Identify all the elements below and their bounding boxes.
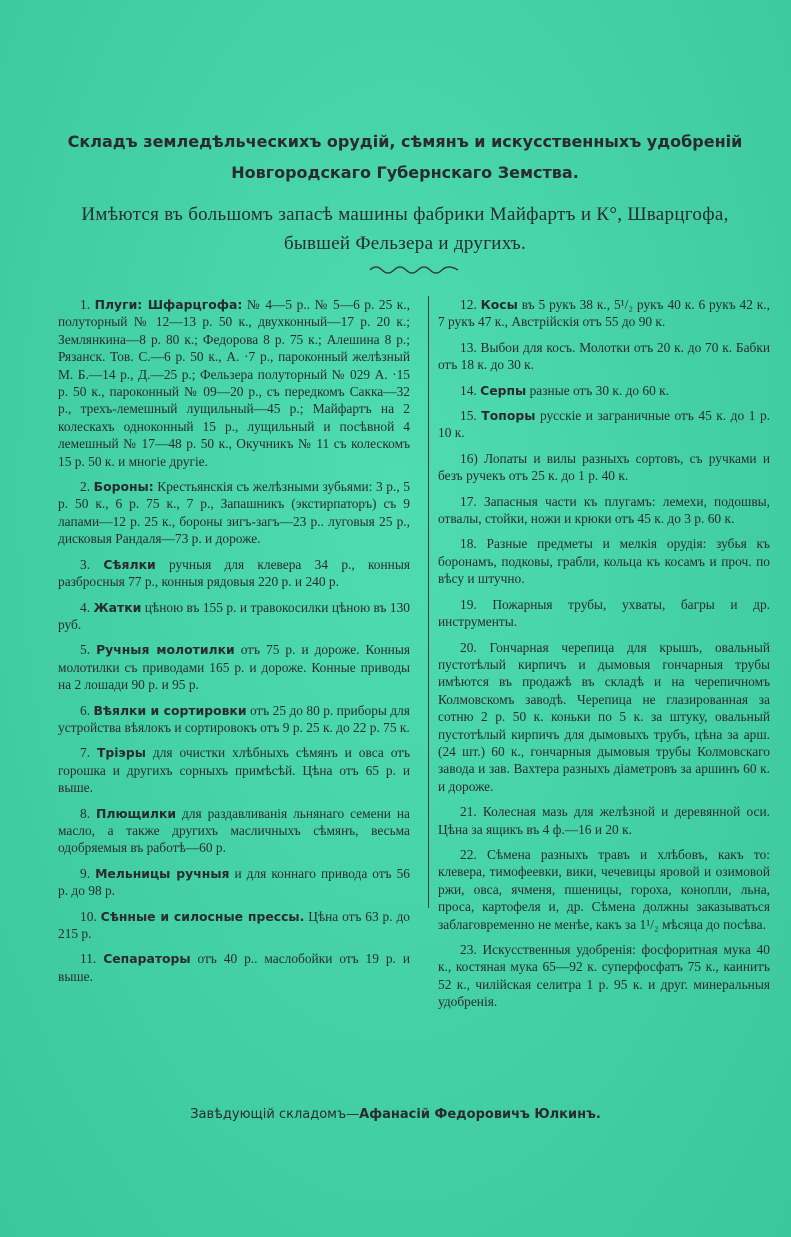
item-text: ручныя для клевера 34 р., конныя разбросныя 77 р., конныя рядовыя 220 р. и 240 р.: [58, 556, 410, 590]
item-number: 19.: [460, 596, 477, 612]
list-item: [438, 846, 770, 933]
signature-name: Афанасій Федоровичъ Юлкинъ.: [359, 1107, 601, 1122]
item-text: Цѣна отъ 63 р. до 215 р.: [58, 908, 410, 941]
column-divider: [428, 296, 429, 908]
list-item: [58, 556, 410, 591]
item-number: 13.: [460, 339, 477, 355]
item-heading: Топоры: [481, 408, 536, 424]
item-number: 8.: [80, 805, 91, 821]
item-number: 17.: [460, 493, 477, 509]
item-text: № 4—5 р.. № 5—6 р. 25 к., полуторный № 12—13 р. 50 к., двухконный—17 р. 20 к.; Землянкина—8 р. 80 к.; Федорова 8 р. 75 к.; Алешина 8 р.; Рязанск. Тов. С.—6 р. 50 к., А. ·7 р., пароконный желѣзный М. Б.—14 р., Д.—25 р.; Фельзера полуторный № 029 А. ·15 р. 50 к., пароконный № 09—20 р., съ передкомъ Сакка—32 р., трехъ-лемешный лущильный—45 р.; Майфартъ на 2 колескахъ одноконный 15 р., лущильный и посѣвной 4 лемешный № 17—48 р. 50 к., Окучникъ № 11 съ колескомъ 15 р. 50 к. и многіе другіе.: [58, 297, 410, 469]
item-heading: Серпы: [480, 382, 527, 398]
item-text: для раздавливанія льнянаго семени на масло, а также другихъ масличныхъ сѣмянъ, весьма одобряемыя въ работѣ—60 р.: [58, 805, 410, 856]
item-text: отъ 40 р.. маслобойки отъ 19 р. и выше.: [58, 951, 410, 984]
list-item: [438, 535, 770, 587]
list-item: [58, 865, 410, 900]
item-text: отъ 25 до 80 р. приборы для устройства вѣялокъ и сортировокъ отъ 9 р. 25 к. до 22 р. 75 к.: [58, 702, 410, 735]
item-number: 2.: [80, 479, 91, 495]
list-item: [438, 941, 770, 1011]
item-heading: Вѣялки и сортировки: [93, 702, 247, 718]
item-number: 5.: [80, 642, 91, 658]
list-item: [58, 950, 410, 985]
item-number: 10.: [80, 908, 97, 924]
list-item: [438, 803, 770, 838]
item-text: Разные предметы и мелкія орудія: зубья къ боронамъ, подковы, грабли, кольца къ косамъ и проч. по вѣсу и штучно.: [438, 536, 770, 587]
item-heading: Бороны:: [93, 479, 154, 495]
list-item: [58, 908, 410, 943]
signature-prefix: Завѣдующій складомъ—: [190, 1107, 360, 1122]
item-text: отъ 75 р. и дороже. Конныя молотилки съ приводами 165 р. и дороже. Конные приводы на 2 лошади 90 р. и 95 р.: [58, 642, 410, 693]
item-number: 15.: [460, 408, 477, 424]
list-item: [438, 407, 770, 442]
list-item: [438, 296, 770, 331]
item-text: русскіе и заграничные отъ 45 к. до 1 р. 10 к.: [438, 408, 770, 441]
list-item: [58, 599, 410, 634]
list-item: [58, 478, 410, 548]
list-item: [58, 296, 410, 470]
item-text: Выбои для косъ. Молотки отъ 20 к. до 70 к. Бабки отъ 18 к. до 30 к.: [438, 339, 770, 373]
list-item: [58, 641, 410, 693]
item-heading: Сепараторы: [103, 951, 191, 967]
item-text: въ 5 рукъ 38 к., 5¹/₂ рукъ 40 к. 6 рукъ 42 к., 7 рукъ 47 к., Австрійскія отъ 55 до 90 к.: [438, 297, 771, 330]
item-number: 12.: [460, 297, 477, 312]
item-heading: Сѣялки: [103, 556, 156, 572]
item-number: 21.: [460, 804, 477, 820]
item-text: Запасныя части къ плугамъ: лемехи, подошвы, отвалы, стойки, ножи и крюки отъ 45 к. до 3 р. 60 к.: [438, 493, 770, 527]
item-text: и для коннаго привода отъ 56 р. до 98 р.: [58, 865, 410, 899]
item-number: 18.: [460, 536, 477, 552]
item-number: 20.: [460, 639, 477, 655]
item-number: 14.: [460, 382, 477, 398]
left-column: [58, 296, 410, 993]
item-text: Искусственныя удобренія: фосфоритная мука 40 к., костяная мука 65—92 к. суперфосфатъ 75 к., каинитъ 52 к., чилійская селитра 1 р. 95 к. и друг. минеральныя удобренія.: [438, 942, 770, 1010]
list-item: [58, 805, 410, 857]
item-heading: Плющилки: [96, 805, 177, 821]
list-item: [438, 339, 770, 374]
item-text: Сѣмена разныхъ травъ и хлѣбовъ, какъ то: клевера, тимофеевки, вики, чечевицы яровой и озимовой ржи, овса, ячменя, пшеницы, гороха, конопли, льна, проса, картофеля и, др. Сѣмена должны заказываться заблаговременно не менѣе, какъ за 1¹/₂ мѣсяца до посѣва.: [438, 846, 770, 932]
item-number: 22.: [460, 846, 477, 862]
list-item: [438, 450, 770, 485]
item-heading: Плуги: Шфарцгофа:: [94, 297, 243, 312]
item-number: 7.: [80, 745, 91, 761]
list-item: [438, 596, 770, 631]
item-heading: Жатки: [93, 599, 142, 615]
item-heading: Косы: [480, 297, 518, 312]
item-number: 11.: [80, 951, 97, 967]
item-number: 23.: [460, 942, 477, 957]
item-text: Пожарныя трубы, ухваты, багры и др. инструменты.: [438, 596, 770, 630]
item-text: Лопаты и вилы разныхъ сортовъ, съ ручками и безъ ручекъ отъ 25 к. до 1 р. 40 к.: [438, 450, 770, 484]
item-number: 1.: [80, 297, 91, 312]
item-number: 16): [460, 450, 478, 466]
item-number: 4.: [80, 599, 91, 615]
list-item: [438, 382, 770, 399]
list-item: [58, 744, 410, 796]
right-column: [438, 296, 770, 1019]
item-number: 9.: [80, 865, 91, 881]
item-text: Гончарная черепица для крышъ, овальный пустотѣлый кирпичъ и дымовыя гончарныя трубы имѣются въ продажѣ въ складѣ и на черепичномъ Колмовскомъ заводѣ. Черепица не глазированная за сотню 2 р. 50 к. коньки по 5 к. за штуку, овальный пустотѣлый кирпичъ для дымовыхъ трубъ, цѣна за арш. (24 шт.) 60 к., гончарныя дымовыя трубы Колмовскаго завода и зав. Вахтера разныхъ діаметровъ за аршинъ 60 к. и дороже.: [438, 639, 770, 794]
item-text: Крестьянскія съ желѣзными зубьями: 3 р., 5 р. 50 к., 6 р. 75 к., 7 р., Запашникъ (экстирпаторъ) съ 9 лапами—12 р. 25 к., бороны зигъ-загъ—23 р.. луговыя 25 р., дисковыя Рандаля—73 р. и дороже.: [58, 479, 410, 547]
list-item: [438, 639, 770, 796]
signature-line: [0, 1107, 791, 1122]
item-heading: Мельницы ручныя: [95, 865, 230, 881]
item-number: 3.: [80, 556, 91, 572]
page-subtitle: Имѣются въ большомъ запасѣ машины фабрики Майфартъ и К°, Шварцгофа, бывшей Фельзера и другихъ.: [81, 204, 729, 254]
page-title: Складъ земледѣльческихъ орудій, сѣмянъ и искусственныхъ удобреній Новгородскаго Губернскаго Земства.: [67, 132, 743, 182]
item-heading: Сѣнные и силосные прессы.: [100, 908, 305, 924]
item-text: разные отъ 30 к. до 60 к.: [529, 382, 670, 398]
list-item: [438, 493, 770, 528]
list-item: [58, 702, 410, 737]
item-text: для очистки хлѣбныхъ сѣмянъ и овса отъ горошка и другихъ сорныхъ примѣсѣй. Цѣна отъ 65 р. и выше.: [58, 745, 410, 796]
ornament-divider: [368, 262, 460, 276]
item-heading: Ручныя молотилки: [96, 642, 235, 658]
item-number: 6.: [80, 702, 91, 718]
item-text: цѣною въ 155 р. и травокосилки цѣною въ 130 руб.: [58, 599, 410, 632]
item-heading: Тріэры: [96, 745, 146, 761]
item-text: Колесная мазь для желѣзной и деревянной оси. Цѣна за ящикъ въ 4 ф.—16 и 20 к.: [438, 804, 770, 837]
